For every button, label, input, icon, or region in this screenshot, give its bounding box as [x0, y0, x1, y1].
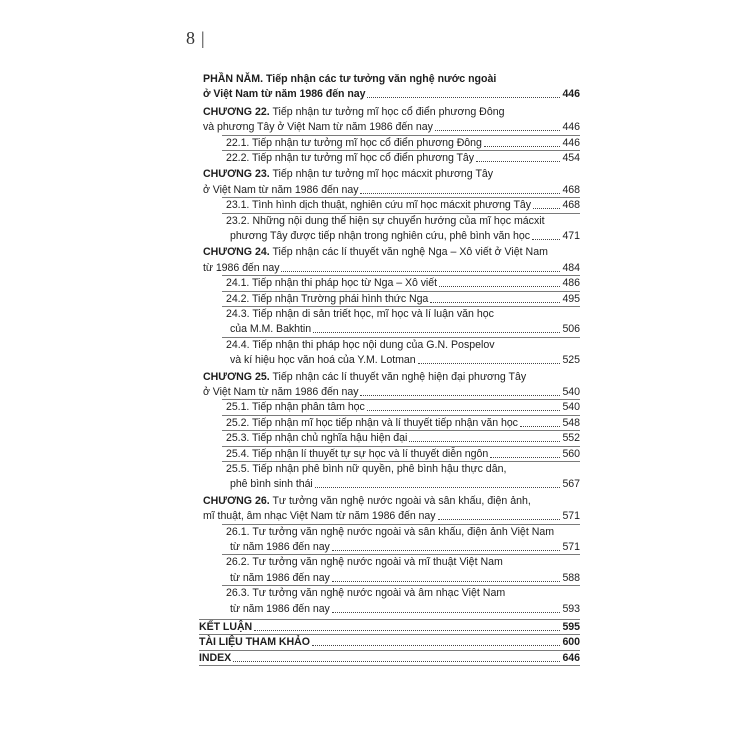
- chapter-25-section-3-text: 25.3. Tiếp nhận chủ nghĩa hậu hiện đại: [226, 432, 408, 445]
- chapter-24-title-line2-text: từ 1986 đến nay: [203, 261, 280, 274]
- chapter-25-section-3-page: 552: [562, 432, 580, 445]
- chapter-26-section-2-line2-text: từ năm 1986 đến nay: [230, 571, 330, 584]
- leader-dots: [533, 208, 560, 209]
- chapter-25-section-3: [226, 432, 580, 445]
- leader-dots: [367, 410, 561, 411]
- chapter-23-section-1-page: 468: [562, 199, 580, 212]
- chapter-22-title-line2-text: và phương Tây ở Việt Nam từ năm 1986 đến nay: [203, 121, 433, 134]
- chapter-25-title-line2: [203, 386, 580, 399]
- chapter-26-section-3: 26.3. Tư tưởng văn nghệ nước ngoài và âm nhạc Việt Nam: [226, 587, 506, 600]
- chapter-24-section-1: [226, 277, 580, 290]
- entry-divider: [222, 430, 580, 431]
- entry-divider: [222, 135, 580, 136]
- chapter-23-title-line2-text: ở Việt Nam từ năm 1986 đến nay: [203, 183, 359, 196]
- chapter-26-section-1-line2-page: 571: [562, 541, 580, 553]
- entry-divider: [199, 665, 580, 666]
- chapter-24-section-3-line2-page: 506: [562, 323, 580, 336]
- leader-dots: [312, 645, 561, 646]
- chapter-24-title: CHƯƠNG 24. Tiếp nhận các lí thuyết văn nghệ Nga – Xô viết ở Việt Nam: [203, 246, 548, 259]
- chapter-26-section-3-line2: [230, 603, 580, 616]
- leader-dots: [476, 161, 560, 162]
- chapter-25-title-line2-text: ở Việt Nam từ năm 1986 đến nay: [203, 386, 359, 398]
- chapter-25-title-line2-page: 540: [562, 386, 580, 398]
- leader-dots: [418, 363, 561, 364]
- chapter-25-number: CHƯƠNG 25.: [203, 370, 270, 383]
- chapter-26-section-3-line2-text: từ năm 1986 đến nay: [230, 602, 330, 615]
- chapter-23-number: CHƯƠNG 23.: [203, 168, 270, 181]
- chapter-23-section-1-text: 23.1. Tình hình dịch thuật, nghiên cứu mĩ học mácxit phương Tây: [226, 199, 531, 212]
- entry-divider: [199, 619, 580, 620]
- chapter-26-section-1-line2: [230, 541, 580, 554]
- chapter-26-section-2-line2-page: 588: [562, 571, 580, 584]
- chapter-25-section-1-page: 540: [562, 401, 580, 414]
- chapter-23-title-line2: [203, 184, 580, 197]
- part-heading-line2-page: 446: [562, 88, 580, 101]
- chapter-23-title: CHƯƠNG 23. Tiếp nhận tư tưởng mĩ học mácxit phương Tây: [203, 168, 494, 181]
- chapter-26-section-1-line2-text: từ năm 1986 đến nay: [230, 541, 330, 553]
- part-heading: PHẦN NĂM. Tiếp nhận các tư tưởng văn nghệ nước ngoài: [203, 73, 497, 85]
- chapter-23-section-1: [226, 199, 580, 212]
- chapter-24-section-4: 24.4. Tiếp nhận thi pháp học nội dung của G.N. Pospelov: [226, 338, 495, 351]
- leader-dots: [315, 487, 561, 488]
- chapter-26-section-3-line2-page: 593: [562, 602, 580, 615]
- chapter-24-section-2-text: 24.2. Tiếp nhận Trường phái hình thức Nga: [226, 292, 429, 305]
- chapter-22-section-2-page: 454: [562, 152, 580, 164]
- chapter-24-section-2: [226, 293, 580, 306]
- entry-divider: [222, 306, 580, 307]
- entry-divider: [222, 399, 580, 400]
- chapter-25-section-2: [226, 417, 580, 430]
- chapter-22-section-1: [226, 137, 580, 150]
- chapter-25-section-1: [226, 401, 580, 414]
- back-matter-1: [199, 621, 580, 634]
- chapter-26-title-line2-page: 571: [562, 510, 580, 523]
- chapter-26-number: CHƯƠNG 26.: [203, 494, 270, 507]
- leader-dots: [360, 395, 560, 396]
- back-matter-3-text: INDEX: [199, 651, 232, 664]
- chapter-25-section-1-text: 25.1. Tiếp nhận phân tâm học: [226, 401, 365, 414]
- chapter-26-title-line2: [203, 510, 580, 523]
- leader-dots: [532, 239, 561, 240]
- leader-dots: [233, 661, 560, 662]
- entry-divider: [222, 213, 580, 214]
- chapter-26-section-1: 26.1. Tư tưởng văn nghệ nước ngoài và sân khấu, điện ảnh Việt Nam: [226, 525, 555, 538]
- chapter-23-section-2-line2-page: 471: [562, 230, 580, 242]
- chapter-26-section-2-line2: [230, 572, 580, 585]
- leader-dots: [430, 302, 560, 303]
- chapter-24-section-4-line2: [230, 354, 580, 367]
- chapter-25-section-5: 25.5. Tiếp nhận phê bình nữ quyền, phê bình hậu thực dân,: [226, 463, 507, 475]
- chapter-25-section-4: [226, 448, 580, 461]
- leader-dots: [438, 519, 561, 520]
- entry-divider: [222, 446, 580, 447]
- back-matter-2-page: 600: [562, 636, 580, 649]
- entry-divider: [222, 291, 580, 292]
- entry-divider: [222, 524, 580, 525]
- entry-divider: [222, 275, 580, 276]
- header-separator: |: [201, 28, 205, 48]
- leader-dots: [439, 286, 560, 287]
- back-matter-1-text: KẾT LUẬN: [199, 621, 253, 633]
- leader-dots: [484, 146, 561, 147]
- chapter-25-section-2-page: 548: [562, 416, 580, 429]
- chapter-24-section-3-line2: [230, 323, 580, 336]
- leader-dots: [332, 581, 561, 582]
- entry-divider: [199, 650, 580, 651]
- chapter-24-title-line2: [203, 262, 580, 275]
- chapter-24-section-4-line2-page: 525: [562, 354, 580, 367]
- chapter-22-number: CHƯƠNG 22.: [203, 105, 270, 118]
- chapter-26-title-line2-text: mĩ thuật, âm nhạc Việt Nam từ năm 1986 đến nay: [203, 510, 436, 523]
- back-matter-2: [199, 636, 580, 649]
- chapter-25-title: CHƯƠNG 25. Tiếp nhận các lí thuyết văn nghệ hiện đại phương Tây: [203, 370, 527, 383]
- entry-divider: [222, 197, 580, 198]
- back-matter-1-page: 595: [562, 621, 580, 633]
- leader-dots: [332, 550, 561, 551]
- chapter-22-title-line2: [203, 121, 580, 134]
- entry-divider: [222, 461, 580, 462]
- entry-divider: [222, 150, 580, 151]
- chapter-23-section-2-line2-text: phương Tây được tiếp nhận trong nghiên cứu, phê bình văn học: [230, 230, 530, 242]
- chapter-22-section-2: [226, 152, 580, 165]
- part-heading-line2-text: ở Việt Nam từ năm 1986 đến nay: [203, 88, 366, 101]
- chapter-24-number: CHƯƠNG 24.: [203, 246, 270, 259]
- chapter-23-title-line2-page: 468: [562, 183, 580, 196]
- part-heading-line2: [203, 88, 580, 101]
- chapter-22-title-line2-page: 446: [562, 121, 580, 134]
- leader-dots: [313, 332, 560, 333]
- back-matter-3-page: 646: [562, 651, 580, 664]
- entry-divider: [222, 337, 580, 338]
- leader-dots: [520, 426, 561, 427]
- chapter-24-section-1-page: 486: [562, 277, 580, 290]
- chapter-23-section-2: 23.2. Những nội dung thể hiện sự chuyển hướng của mĩ học mácxit: [226, 214, 545, 227]
- chapter-22-section-1-text: 22.1. Tiếp nhận tư tưởng mĩ học cổ điển phương Đông: [226, 136, 482, 149]
- chapter-24-section-3: 24.3. Tiếp nhận di sản triết học, mĩ học và lí luận văn học: [226, 308, 494, 320]
- chapter-24-section-3-line2-text: của M.M. Bakhtin: [230, 323, 312, 336]
- chapter-25-section-4-text: 25.4. Tiếp nhận lí thuyết tự sự học và lí thuyết diễn ngôn: [226, 447, 489, 460]
- chapter-26-section-2: 26.2. Tư tưởng văn nghệ nước ngoài và mĩ thuật Việt Nam: [226, 556, 503, 569]
- chapter-25-section-4-page: 560: [562, 447, 580, 460]
- chapter-26-title: CHƯƠNG 26. Tư tưởng văn nghệ nước ngoài và sân khấu, điện ảnh,: [203, 494, 531, 507]
- leader-dots: [281, 271, 560, 272]
- leader-dots: [409, 441, 560, 442]
- chapter-24-section-4-line2-text: và kí hiệu học văn hoá của Y.M. Lotman: [230, 354, 416, 367]
- back-matter-3: [199, 652, 580, 665]
- chapter-25-section-5-line2: [230, 478, 580, 491]
- leader-dots: [254, 630, 560, 631]
- leader-dots: [332, 612, 561, 613]
- leader-dots: [435, 130, 561, 131]
- entry-divider: [222, 585, 580, 586]
- chapter-25-section-5-line2-text: phê bình sinh thái: [230, 478, 313, 491]
- leader-dots: [490, 457, 560, 458]
- chapter-24-section-2-page: 495: [562, 292, 580, 305]
- entry-divider: [222, 554, 580, 555]
- chapter-25-section-5-line2-page: 567: [562, 478, 580, 491]
- chapter-23-section-2-line2: [230, 230, 580, 243]
- leader-dots: [360, 193, 560, 194]
- chapter-22-title: CHƯƠNG 22. Tiếp nhận tư tưởng mĩ học cổ điển phương Đông: [203, 105, 505, 118]
- chapter-24-section-1-text: 24.1. Tiếp nhận thi pháp học từ Nga – Xô viết: [226, 277, 437, 290]
- chapter-22-section-1-page: 446: [562, 136, 580, 149]
- chapter-22-section-2-text: 22.2. Tiếp nhận tư tưởng mĩ học cổ điển phương Tây: [226, 152, 475, 164]
- leader-dots: [367, 97, 560, 98]
- chapter-25-section-2-text: 25.2. Tiếp nhận mĩ học tiếp nhận và lí thuyết tiếp nhận văn học: [226, 416, 518, 429]
- page-number: 8: [186, 28, 195, 48]
- chapter-24-title-line2-page: 484: [562, 261, 580, 274]
- back-matter-2-text: TÀI LIỆU THAM KHẢO: [199, 636, 310, 649]
- entry-divider: [222, 415, 580, 416]
